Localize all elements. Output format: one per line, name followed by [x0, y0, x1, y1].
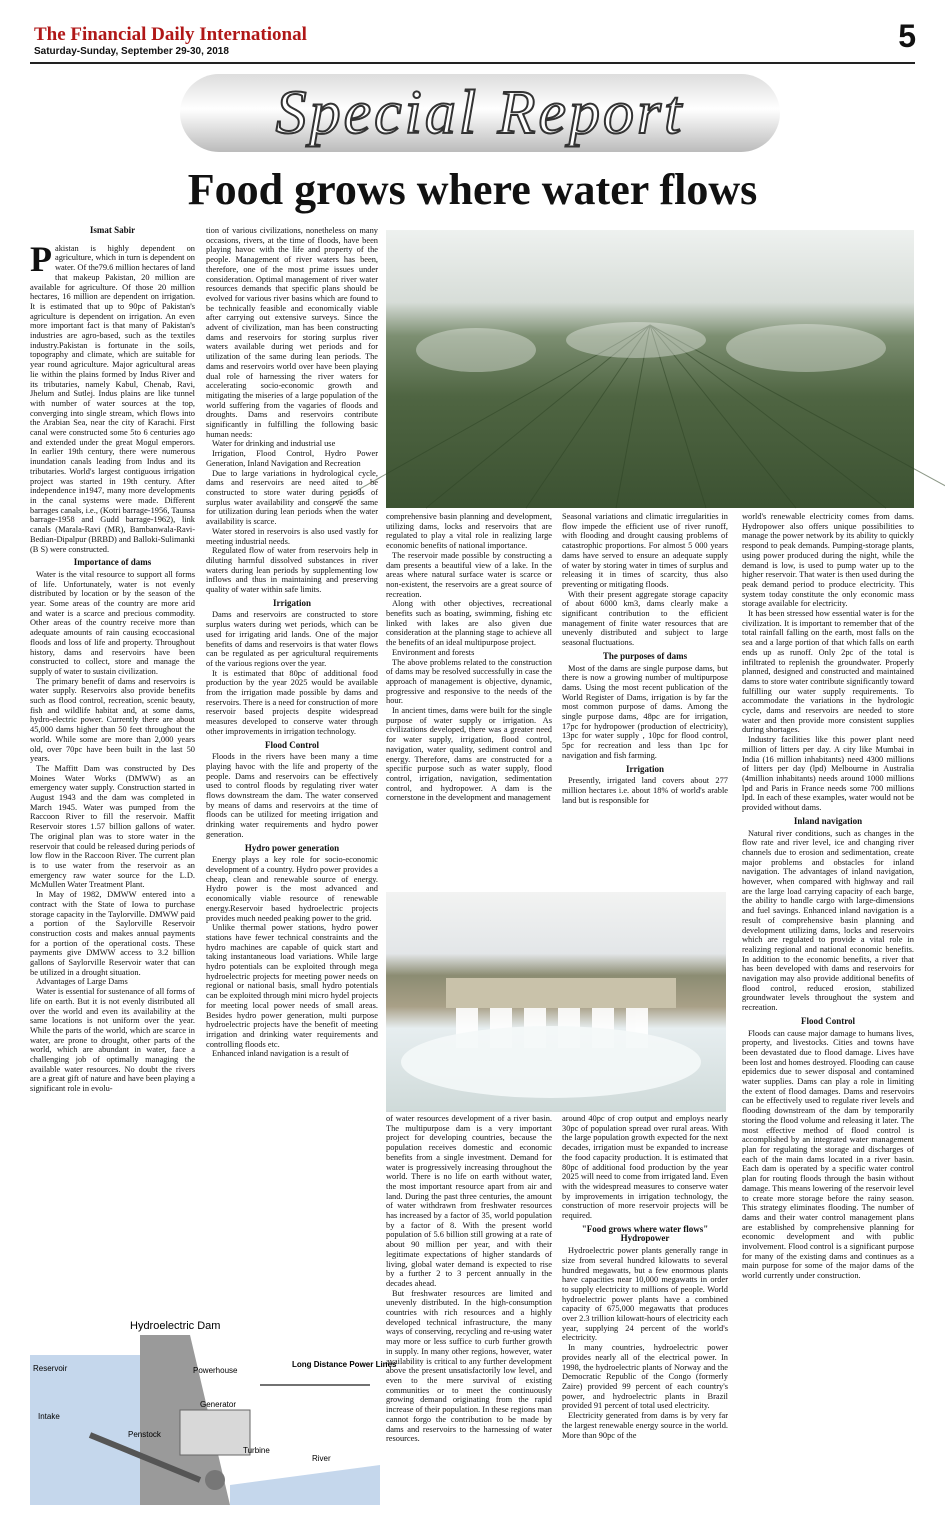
subheading: The purposes of dams: [602, 650, 688, 661]
paragraph: In May of 1982, DMWW entered into a contract with the State of Iowa to purchase storage capacity in the Taylorville. DMWW paid a portion of the Saylorville Reservoir construction costs and makes annual payments for a portion of the operational costs. These payments give DMWW access to 3.2 billion gallons of Saylorville Reservoir water that can be utilized in a drought situation.: [30, 890, 195, 977]
hydroelectric-dam-diagram: [30, 1315, 397, 1505]
paragraph: Enhanced inland navigation is a result of: [212, 1049, 349, 1059]
section-title: Special Report: [275, 78, 685, 147]
dam-spillway-photo: [386, 892, 726, 1112]
paragraph: Advantages of Large Dams: [36, 977, 128, 987]
powerhouse-building: [180, 1410, 250, 1455]
label-generator: Generator: [200, 1400, 237, 1409]
irrigation-field-photo: [386, 230, 914, 508]
paragraph: of water resources development of a river basin. The multipurpose dam is a very important project for developing countries, because the population receives domestic and economic benefits from a single investment. Demand for water is progressively increasing throughout the world. There is no life on earth without water, the most important resource apart from air and land. During the past three centuries, the amount of water withdrawn from freshwater resources has increased by a factor of 35, world population by a factor of 8. With the present world population of 5.6 billion still growing at a rate of about 90 million per year, and with their legitimate expectations of higher standards of living, global water demand is expected to rise by a further 2 to 3 percent annually in the decades ahead.: [386, 1114, 552, 1288]
paragraph: Due to large variations in hydrological cycle, dams and reservoirs are need aited to be constructed to store water during periods of surplus water availability and conserve the same for utilization during lean periods when the water availability is scarce.: [206, 468, 378, 527]
paragraph: Most of the dams are single purpose dams, but there is now a growing number of multipurpose dams. Using the most recent publication of the World Register of Dams, irrigation is by far the most common purpose of dams. Among the single purpose dams, 48pc are for irrigation, 17pc for hydropower (production of electricity), 13pc for water supply , 10pc for flood control, 5pc for recreation and less than 1pc for navigation and fish farming.: [562, 663, 728, 760]
label-river: River: [312, 1454, 331, 1463]
subheading: Hydro power generation: [244, 842, 340, 853]
paragraph: Energy plays a key role for socio-economic development of a country. Hydro power provides a cheap, clean and renewable source of energy. Hydro power is the most advanced and economically viable resource of renewable energy.Reservoir based hydroelectric projects provides much needed peaking power to the grid.: [206, 855, 378, 923]
paragraph: The primary benefit of dams and reservoirs is water supply. Reservoirs also provide benefits such as flood control, recreation, scenic beauty, fish and wildlife habitat and, at some dams, hydro-electric power. Currently there are about 45,000 dams higher than 50 feet throughout the world. While some are more than 2,000 years old, over 70pc have been built in the last 50 years.: [30, 676, 195, 764]
paragraph: Dams and reservoirs are constructed to store surplus waters during wet periods, which can be used for irrigating arid lands. One of the major benefits of dams and reservoirs is that water flows can be regulated as per agricultural requirements of the various regions over the year.: [206, 610, 378, 668]
paragraph: akistan is highly dependent on agriculture, which in turn is dependent on water. Of the79.6 million hectares of land that makeup Pakistan, 20 million are available for agriculture. Of those 20 million hectares, 16 million are dependent on irrigation. It is estimated that up to 90pc of Pakistan's agriculture is dependent on irrigation. An even more important fact is that many of Pakistan's industries are agro-based, such as the textiles industry.Pakistan is fortunate in the soils, topography and climate, which are suitable for year round agriculture. Major agricultural areas lie within the plains formed by Indus River and its tributaries, namely Kabul, Chenab, Ravi, Jhelum and Sutlej. Indus plains are like tunnel with number of water sources at the top, converging into single stream, which flows into the Arabian Sea, near the city of Karachi. First canal were constructed some 5to 6 centuries ago and extended under the great Mogul emperors. In earlier 19th century, there were numerous inundation canals leading from Indus and its tributaries. World's largest contiguous irrigation project was started in 19th century. After independence in1947, many more developments in the canal systems were made. Different barrages canals, i.e., (Kotri barrage-1956, Taunsa barrage-1958 and Gudd barrage-1962), link canals (Marala-Ravi (MR), Bambanwala-Ravi-Bedian-Dipalpur (BRBD) and Balloki-Sulimanki (B S) were constructed.: [30, 243, 195, 554]
subheading: Importance of dams: [73, 557, 152, 568]
paragraph: The above problems related to the construction of dams may be resolved successfully in case the approach of management is objective, dynamic, progressive and responsive to the needs of the hour.: [386, 657, 552, 706]
paragraph: In ancient times, dams were built for the single purpose of water supply or irrigation. As civilizations developed, there was a greater need for water supply, irrigation, flood control, navigation, water quality, sediment control and energy. Therefore, dams are constructed for a specific purpose such as water supply, flood control, irrigation, navigation, sedimentation control, and hydropower. A dam is the cornerstone in the development and management: [386, 706, 552, 803]
paragraph: Natural river conditions, such as changes in the flow rate and river level, ice and changing river channels due to erosion and sedimentation, create major problems and obstacles for inland navigation. The advantages of inland navigation, however, when compared with highway and rail are the large load carrying capacity of each barge, the ability to handle cargo with large-dimensions and fuel savings. Enhanced inland navigation is a result of comprehensive basin planning and development utilizing dams, locks and reservoirs which are regulated to provide a vital role in realizing regional and national economic benefits. In addition to the economic benefits, a river that has been developed with dams and reservoirs for navigation may also provide additional benefits of flood control, reduced erosion, stabilized groundwater levels throughout the system and recreation.: [742, 828, 914, 1013]
paragraph: It has been stressed how essential water is for the civilization. It is important to remember that of the total rainfall falling on the earth, most falls on the sea and a large portion of that which falls on earth ends up as runoff. Only 2pc of the total is infiltrated to replenish the groundwater. Properly planned, designed and constructed and maintained dams to store water contribute significantly toward fulfilling our water supply requirements. To accommodate the variations in the hydrologic cycle, dams and reservoirs are needed to store water and then provide more consistent supplies during shortages.: [742, 609, 914, 735]
paragraph: In many countries, hydroelectric power provides nearly all of the electrical power. In 1998, the hydroelectric plants of Norway and the Democratic Republic of the Congo (formerly Zaire) provided 99 percent of each country's power, and hydroelectric plants in Brazil provided 91 percent of total used electricity.: [562, 1343, 728, 1411]
page-number: 5: [898, 18, 916, 54]
label-penstock: Penstock: [128, 1430, 161, 1439]
label-powerhouse: Powerhouse: [193, 1366, 238, 1375]
byline: Ismat Sabir: [89, 225, 136, 235]
subheading: Inland navigation: [793, 815, 863, 826]
paragraph: Floods in the rivers have been many a time playing havoc with the life and property of the people. Dams and reservoirs can be effectively used to control floods by regulating river water flows downstream the dam. The water conserved by means of dams and reservoirs at the time of floods can be utilized for meeting irrigation and drinking water requirements and hydro power generation.: [206, 752, 378, 839]
paragraph: The Maffitt Dam was constructed by Des Moines Water Works (DMWW) as an emergency water supply. Construction started in August 1943 and the dam was completed in March 1945. Water was pumped from the Raccoon River to fill the reservoir. Maffit Reservoir stores 1.57 billion gallons of water. The original plan was to store water in the reservoir that could be released during periods of low flow in the Raccoon River. The current plan is to use water from the reservoir as an emergency raw water source for the L.D. McMullen Water Treatment Plant.: [30, 763, 195, 890]
paragraph: Presently, irrigated land covers about 277 million hectares i.e. about 18% of world's arable land but is responsible for: [562, 776, 728, 805]
paragraph: Water is the vital resource to support all forms of life. Unfortunately, water is not evenly distributed by location or by the season of the year. Some areas of the country are more arid and water is a scarce and precious commodity. Other areas of the country receive more than adequate amounts of rain causing ecoccasional floods and loss of life and property. Throughout history, dams and reservoirs have been constructed to collect, store and manage the supply of water to sustain civilization.: [30, 569, 195, 676]
paragraph: With their present aggregate storage capacity of about 6000 km3, dams clearly make a significant contribution to the efficient management of finite water resources that are unevenly distributed and subject to large seasonal fluctuations.: [562, 589, 728, 648]
column-2: [206, 226, 378, 1311]
paragraph: Regulated flow of water from reservoirs help in diluting harmful dissolved substances in river waters during lean periods by supplementing low inflows and thus in maintaining and preserving quality of water within safe limits.: [206, 546, 378, 595]
diagram-title: Hydroelectric Dam: [130, 1320, 221, 1332]
paragraph: tion of various civilizations, nonetheless on many occasions, rivers, at the time of floods, have been playing havoc with the life and property of the people. Management of river waters has been, therefore, one of the most prime issues under consideration. Optimal management of river water resources demands that specific plans should be evolved for various river basins which are found to be technically feasible and economically viable after carrying out extensive surveys. Since the advent of civilization, man has been constructing dams and reservoirs for storing surplus river waters available during wet periods and for utilization of the same during lean periods. The dams and reservoirs world over have been playing dual role of harnessing the river waters for accelerating socio-economic growth and mitigating the miseries of a large population of the world suffering from the vagaries of floods and droughts. Dams and reservoirs contribute significantly in fulfilling the following basic human needs:: [206, 226, 378, 439]
paragraph: Unlike thermal power stations, hydro power stations have fewer technical constraints and the hydro machines are capable of quick start and taking instantaneous load variations. While large hydro potentials can be exploited through mega hydroelectric projects for meeting power needs on regional or national basis, small hydro potentials can be exploited through mini micro hydel projects for meeting local power needs of small areas. Besides hydro power generation, multi purpose hydroelectric projects have the benefit of meeting irrigation and drinking water requirements and controlling floods etc.: [206, 923, 378, 1049]
paragraph: It is estimated that 80pc of additional food production by the year 2025 would be available from the irrigation made possible by dams and reservoirs. There is a need for construction of more reservoir based projects despite widespread measures developed to conserve water through other improvements in irrigation technology.: [206, 668, 378, 736]
paragraph: Hydroelectric power plants generally range in size from several hundred kilowatts to several hundred megawatts, but a few enormous plants have capacities near 10,000 megawatts in order to supply electricity to millions of people. World hydroelectric power plants have a combined capacity of 675,000 megawatts that produces over 2.3 trillion kilowatt-hours of electricity each year, supplying 24 percent of the world's electricity.: [562, 1246, 728, 1343]
paragraph: The reservoir made possible by constructing a dam presents a beautiful view of a lake. In the areas where natural surface water is scarce or non-existent, the reservoirs are a great source of recreation.: [386, 550, 552, 599]
subheading: Flood Control: [264, 739, 320, 750]
paragraph: comprehensive basin planning and development, utilizing dams, locks and reservoirs that are regulated to play a vital role in realizing large economic benefits of national importance.: [386, 512, 552, 551]
column-4-bottom: [562, 1114, 728, 1514]
paragraph: Environment and forests: [392, 647, 475, 657]
paragraph: Along with other objectives, recreational benefits such as boating, swimming, fishing etc linked with lakes are also given due consideration at the planning stage to achieve all the benefits of an ideal multipurpose project.: [386, 599, 552, 648]
paragraph: around 40pc of crop output and employs nearly 30pc of population spread over rural areas. With the large population growth expected for the next decades, irrigation must be expanded to increase the food capacity production. It is estimated that 80pc of additional food production by the year 2025 will need to come from irrigated land. Even with the widespread measures to conserve water by improvements in irrigation technology, the construction of more reservoir projects will be required.: [562, 1114, 728, 1221]
dam-illustration: [386, 892, 726, 1112]
paragraph: Water for drinking and industrial use: [212, 439, 336, 449]
paragraph: Water stored in reservoirs is also used vastly for meeting industrial needs.: [206, 526, 378, 546]
column-4-top: [562, 512, 728, 888]
paragraph: Electricity generated from dams is by very far the largest renewable energy source in the world. More than 90pc of the: [562, 1411, 728, 1440]
column-3-bottom: [386, 1114, 552, 1514]
headline: Food grows where water flows: [187, 165, 758, 214]
sprinkler-field-illustration: [386, 230, 914, 508]
label-power-lines: Long Distance Power Lines: [292, 1360, 397, 1369]
paragraph: Industry facilities like this power plant need million of litters per day. A city like Mumbai in India (16 million inhabitants) need 4300 millions of litters per day (lpd) Melbourne in Australia (4million inhabitants) needs around 1000 millions lpd and Paris in France needs some 700 millions lpd. In each of these examples, water would not be provided without dams.: [742, 735, 914, 813]
column-5: [742, 512, 914, 1512]
turbine-shape: [205, 1470, 225, 1490]
column-3-top: [386, 512, 552, 888]
issue-date: Saturday-Sunday, September 29-30, 2018: [34, 46, 229, 57]
subheading: Irrigation: [626, 763, 664, 774]
masthead: [30, 18, 920, 62]
paragraph: Water is essential for sustenance of all forms of life on earth. But it is not evenly distributed all over the world and even its availability at the same locations is not uniform over the year. While the parts of the world, which are scarce in water, are prone to drought, other parts of the world, which are abundant in water, face a challenging job of optimally managing the available water resources. No doubt the rivers are a great gift of nature and have been playing a significant role in evolu-: [30, 987, 195, 1094]
column-1: [30, 226, 195, 1312]
subheading: "Food grows where water flows" Hydropower: [581, 1223, 709, 1244]
section-banner: [180, 74, 780, 152]
river-water: [230, 1465, 380, 1505]
subheading: Flood Control: [800, 1015, 856, 1026]
paper-name: The Financial Daily International: [34, 24, 307, 45]
drop-cap: P: [30, 238, 52, 279]
label-turbine: Turbine: [243, 1446, 270, 1455]
paragraph: world's renewable electricity comes from dams. Hydropower also offers unique possibilities to manage the power network by its ability to quickly respond to peak demands. Pumping-storage plants, using power produced during the night, while the demand is low, is used to pump water up to the higher reservoir. That water is then used during the peak demand period to produce electricity. This system today constitute the only economic mass storage available for electricity.: [742, 512, 914, 609]
label-intake: Intake: [38, 1412, 60, 1421]
subheading: Irrigation: [273, 597, 311, 608]
paragraph: But freshwater resources are limited and unevenly distributed. In the high-consumption countries with rich resources and a highly developed technical infrastructure, the many ways of conserving, recycling and re-using water may more or less suffice to curb further growth in supply. In many other regions, however, water availability is critical to any further development above the present unsatisfactorily low level, and even to the mere survival of existing communities or to meet the continuously growing demand originating from the rapid increase of their population. In these regions man cannot forgo the contribution to be made by dams and reservoirs to the harnessing of water resources.: [386, 1288, 552, 1444]
paragraph: Irrigation, Flood Control, Hydro Power Generation, Inland Navigation and Recreation: [206, 449, 378, 468]
dam-diagram-svg: [30, 1315, 397, 1505]
masthead-rule: [30, 62, 915, 64]
paragraph: Seasonal variations and climatic irregularities in flow impede the efficient use of river runoff, with flooding and drought causing problems of catastrophic proportions. For almost 5 000 years dams have served to ensure an adequate supply of water by storing water in times of surplus and releasing it in times of scarcity, thus also preventing or mitigating floods.: [562, 512, 728, 589]
label-reservoir: Reservoir: [33, 1364, 68, 1373]
paragraph: Floods can cause major damage to humans lives, property, and livestocks. Cities and towns have been devastated due to flood damage. Lives have been lost and homes destroyed. Flooding can cause epidemics due to sewer disposal and contamined water supplies. Dams can play a role in limiting the extent of flood damages. Dams and reservoirs can be effectively used to regulate river levels and flooding downstream of the dam by temporarily storing the flood volume and releasing it later. The most effective method of flood control is accomplished by an integrated water management plan for regulating the storage and discharges of each of the main dams located in a river basin. Each dam is operated by a specific water control plan for routing floods through the basin without damage. This means lowering of the reservoir level to create more storage before the rainy season. This strategy eliminates flooding. The number of dams and their water control management plans are established by comprehensive planning for economic development and with public involvement. Flood control is a significant purpose for many of the existing dams and continues as a main purpose for some of the major dams of the world currently under construction.: [742, 1028, 914, 1281]
